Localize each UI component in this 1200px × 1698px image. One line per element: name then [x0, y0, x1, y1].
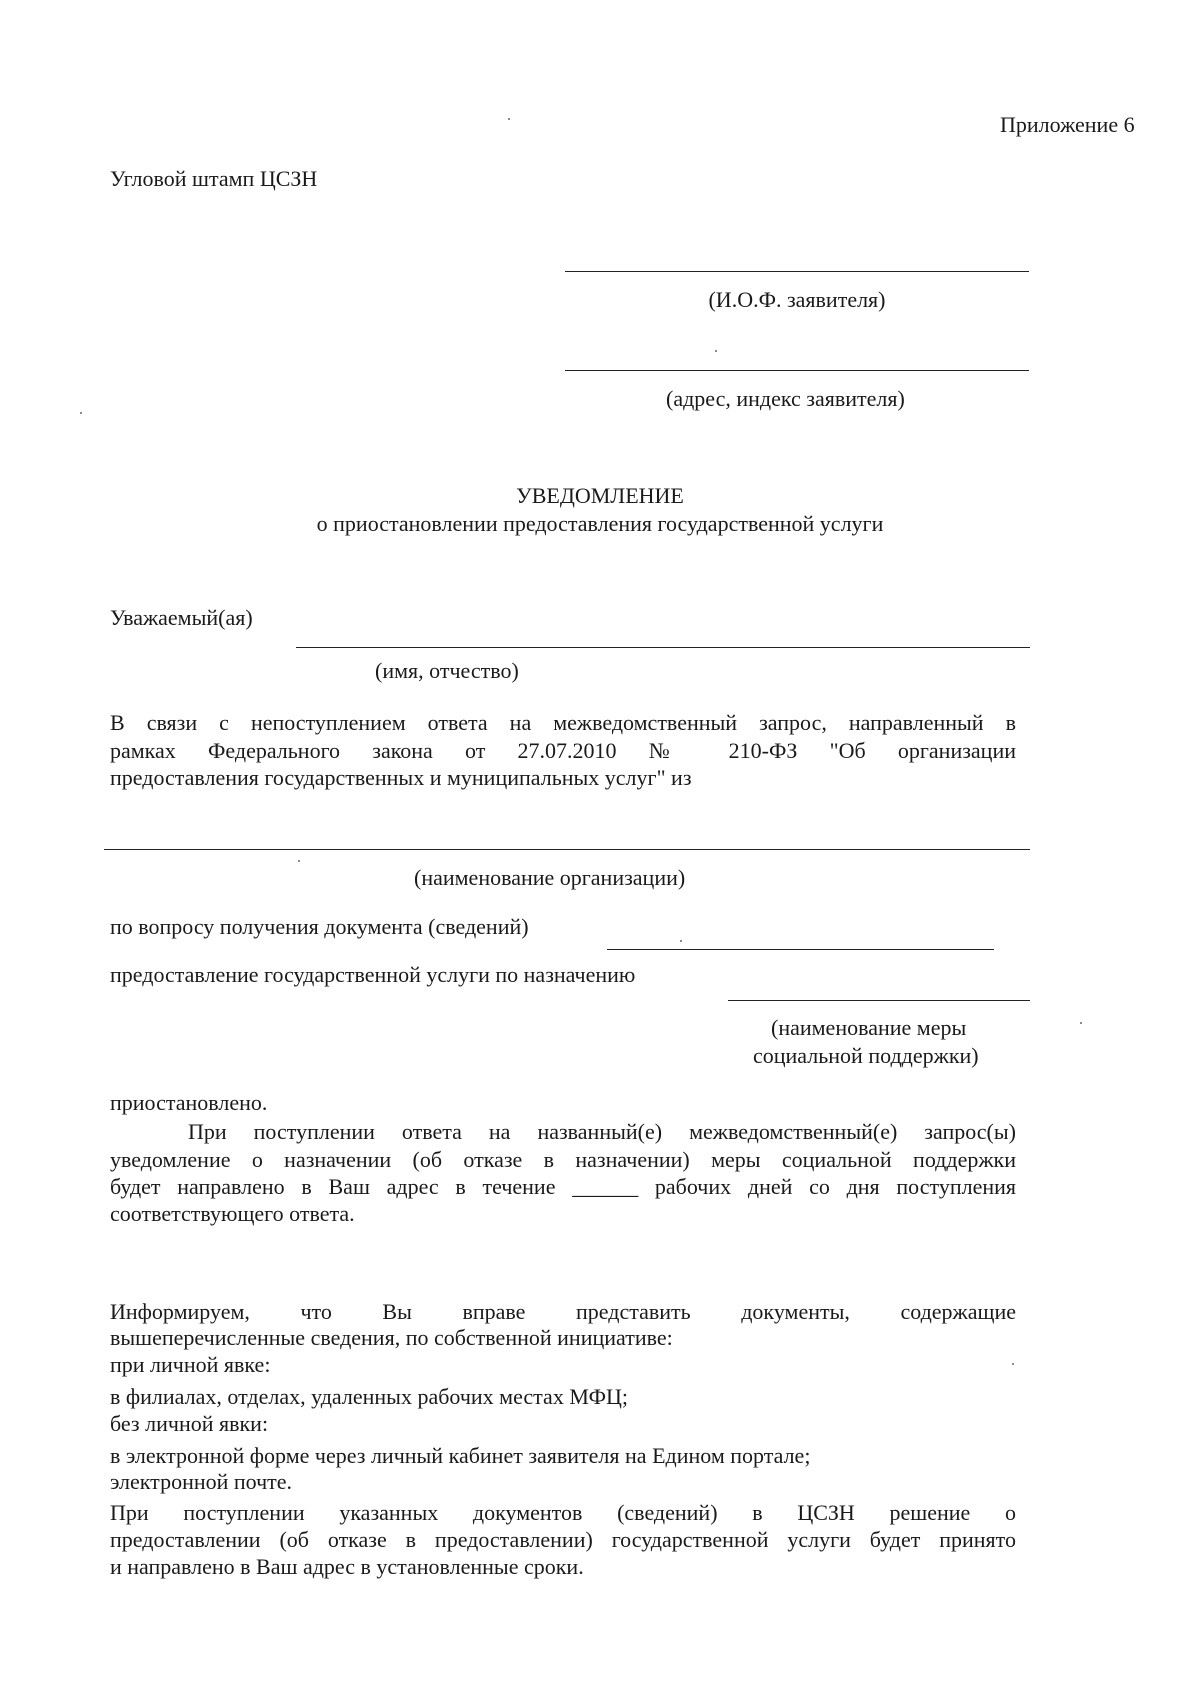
- measure-caption-1: (наименование меры: [771, 1015, 967, 1040]
- applicant-address-caption: (адрес, индекс заявителя): [666, 386, 905, 411]
- corner-stamp-label: Угловой штамп ЦСЗН: [110, 166, 318, 191]
- scan-speck: [680, 940, 682, 942]
- closing-line-3: и направлено в Ваш адрес в установленные сроки.: [110, 1554, 584, 1579]
- measure-line: [728, 1000, 1030, 1001]
- scan-speck: [80, 412, 82, 414]
- scan-speck: [1012, 1363, 1014, 1365]
- organization-caption: (наименование организации): [414, 865, 686, 890]
- closing-line-1: При поступлении указанных документов (сведений) в ЦСЗН решение о: [110, 1500, 1016, 1525]
- service-line-text: предоставление государственной услуги по назначению: [110, 962, 636, 987]
- info-line-1: Информируем, что Вы вправе представить документы, содержащие: [110, 1299, 1016, 1324]
- body2-line-2: уведомление о назначении (об отказе в назначении) меры социальной поддержки: [110, 1147, 1016, 1172]
- document-subtitle: о приостановлении предоставления государственной услуги: [316, 511, 884, 536]
- greeting-text: Уважаемый(ая): [110, 605, 253, 630]
- greeting-caption: (имя, отчество): [375, 658, 519, 683]
- document-question-text: по вопросу получения документа (сведений): [110, 914, 529, 939]
- scan-speck: [715, 350, 717, 352]
- organization-line: [104, 849, 1030, 850]
- info-line-6: в электронной форме через личный кабинет заявителя на Едином портале;: [110, 1443, 811, 1468]
- appendix-label: Приложение 6: [1000, 112, 1135, 137]
- scan-speck: [508, 118, 510, 120]
- applicant-address-line: [565, 370, 1029, 371]
- greeting-name-line: [296, 647, 1030, 648]
- body2-line-3: будет направлено в Ваш адрес в течение ______ рабочих дней со дня поступления: [110, 1174, 1016, 1199]
- document-title: УВЕДОМЛЕНИЕ: [516, 483, 684, 508]
- body1-line-1: В связи с непоступлением ответа на межведомственный запрос, направленный в: [110, 710, 1016, 735]
- body2-line-1: При поступлении ответа на названный(е) межведомственный(е) запрос(ы): [188, 1119, 1016, 1144]
- applicant-name-caption: (И.О.Ф. заявителя): [708, 287, 886, 312]
- body1-line-3: предоставления государственных и муниципальных услуг" из: [110, 765, 692, 790]
- body1-line-2: рамках Федерального закона от 27.07.2010 № 210-ФЗ "Об организации: [110, 738, 1016, 763]
- info-line-7: электронной почте.: [110, 1469, 293, 1494]
- info-line-4: в филиалах, отделах, удаленных рабочих местах МФЦ;: [110, 1384, 628, 1409]
- info-line-3: при личной явке:: [110, 1352, 271, 1377]
- info-line-2: вышеперечисленные сведения, по собственной инициативе:: [110, 1325, 673, 1350]
- suspended-text: приостановлено.: [110, 1090, 268, 1115]
- body2-line-4: соответствующего ответа.: [110, 1201, 355, 1226]
- scan-speck: [298, 860, 300, 862]
- applicant-name-line: [565, 271, 1029, 272]
- measure-caption-2: социальной поддержки): [753, 1043, 979, 1068]
- closing-line-2: предоставлении (об отказе в предоставлении) государственной услуги будет принято: [110, 1527, 1016, 1552]
- info-line-5: без личной явки:: [110, 1411, 269, 1436]
- document-question-line: [607, 949, 994, 950]
- scan-speck: [1080, 1022, 1082, 1024]
